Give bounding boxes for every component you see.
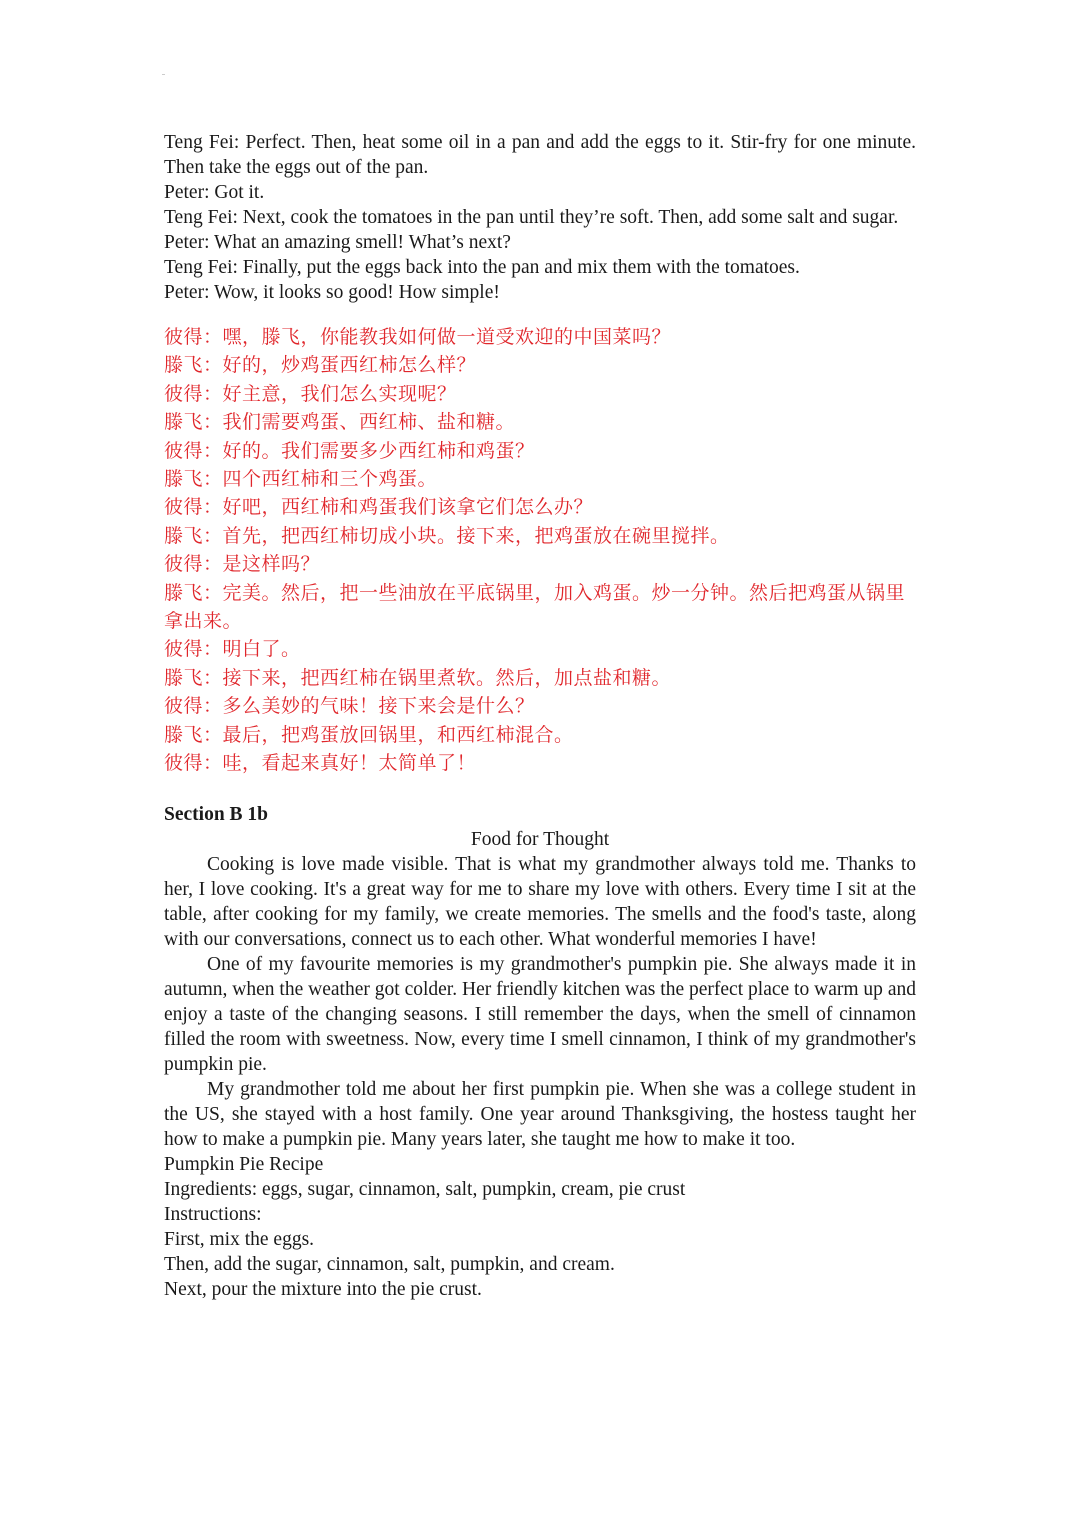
translation-line: 彼得：嘿，滕飞，你能教我如何做一道受欢迎的中国菜吗？: [164, 326, 672, 348]
translation-line: 彼得：好的。我们需要多少西红柿和鸡蛋？: [164, 439, 535, 462]
dialogue-line: Peter: Wow, it looks so good! How simple!: [164, 282, 500, 303]
essay-title: Food for Thought: [470, 828, 610, 850]
essay-paragraph: Cooking is love made visible. That is what my grandmother always told me. Thanks to her, I love cooking. It's a great way for me to share my love with others. Every time I sit at the table, after cooking for my family, we create memories. The smells and the food's taste, along with our conversations, connect us to each other. What wonderful memories I have!: [164, 853, 916, 950]
translation-line: 滕飞：接下来，把西红柿在锅里煮软。然后，加点盐和糖。: [164, 666, 672, 689]
section-heading: Section B 1b: [164, 803, 269, 825]
dialogue-line: Teng Fei: Finally, put the eggs back into the pan and mix them with the tomatoes.: [164, 257, 800, 278]
chinese-translation: [164, 323, 916, 778]
document-page: [164, 130, 916, 1302]
recipe-title: Pumpkin Pie Recipe: [164, 1153, 324, 1175]
translation-line: 滕飞：好的，炒鸡蛋西红柿怎么样？: [164, 354, 477, 377]
dialogue-line: Teng Fei: Next, cook the tomatoes in the pan until they’re soft. Then, add some salt and sugar.: [164, 207, 899, 228]
essay: [164, 827, 916, 1302]
essay-paragraph: My grandmother told me about her first pumpkin pie. When she was a college student in the US, she stayed with a host family. One year around Thanksgiving, the hostess taught her how to make a pumpkin pie. Many years later, she taught me how to make it too.: [164, 1078, 916, 1150]
recipe-step: Then, add the sugar, cinnamon, salt, pumpkin, and cream.: [164, 1253, 615, 1275]
recipe-instructions-label: Instructions:: [164, 1203, 262, 1225]
recipe-ingredients: Ingredients: eggs, sugar, cinnamon, salt, pumpkin, cream, pie crust: [164, 1178, 686, 1200]
recipe-step: Next, pour the mixture into the pie crust.: [164, 1278, 482, 1300]
dialogue-line: Peter: What an amazing smell! What’s next?: [164, 232, 511, 253]
recipe-step: First, mix the eggs.: [164, 1228, 315, 1250]
translation-line: 滕飞：完美。然后，把一些油放在平底锅里，加入鸡蛋。炒一分钟。然后把鸡蛋从锅里拿出来。: [164, 581, 906, 633]
translation-line: 滕飞：四个西红柿和三个鸡蛋。: [164, 468, 438, 491]
essay-paragraph: One of my favourite memories is my grandmother's pumpkin pie. She always made it in autumn, when the weather got colder. Her friendly kitchen was the perfect place to warm up and enjoy a taste of the changing seasons. I still remember the days, when the smell of cinnamon filled the room with sweetness. Now, every time I smell cinnamon, I think of my grandmother's pumpkin pie.: [164, 953, 916, 1075]
translation-line: 滕飞：最后，把鸡蛋放回锅里，和西红柿混合。: [164, 723, 574, 746]
english-dialogue: [164, 130, 916, 305]
scan-mark: [162, 74, 165, 75]
translation-line: 彼得：哇，看起来真好！太简单了！: [164, 752, 477, 775]
translation-line: 彼得：是这样吗？: [164, 553, 321, 576]
dialogue-line: Peter: Got it.: [164, 182, 265, 203]
translation-line: 彼得：好吧，西红柿和鸡蛋我们该拿它们怎么办？: [164, 496, 594, 519]
translation-line: 彼得：好主意，我们怎么实现呢？: [164, 382, 457, 405]
translation-line: 滕飞：首先，把西红柿切成小块。接下来，把鸡蛋放在碗里搅拌。: [164, 524, 730, 547]
translation-line: 彼得：明白了。: [164, 638, 301, 661]
translation-line: 彼得：多么美妙的气味！接下来会是什么？: [164, 695, 535, 718]
translation-line: 滕飞：我们需要鸡蛋、西红柿、盐和糖。: [164, 411, 516, 434]
dialogue-line: Teng Fei: Perfect. Then, heat some oil in a pan and add the eggs to it. Stir-fry for one minute. Then take the eggs out of the pan.: [164, 132, 916, 178]
